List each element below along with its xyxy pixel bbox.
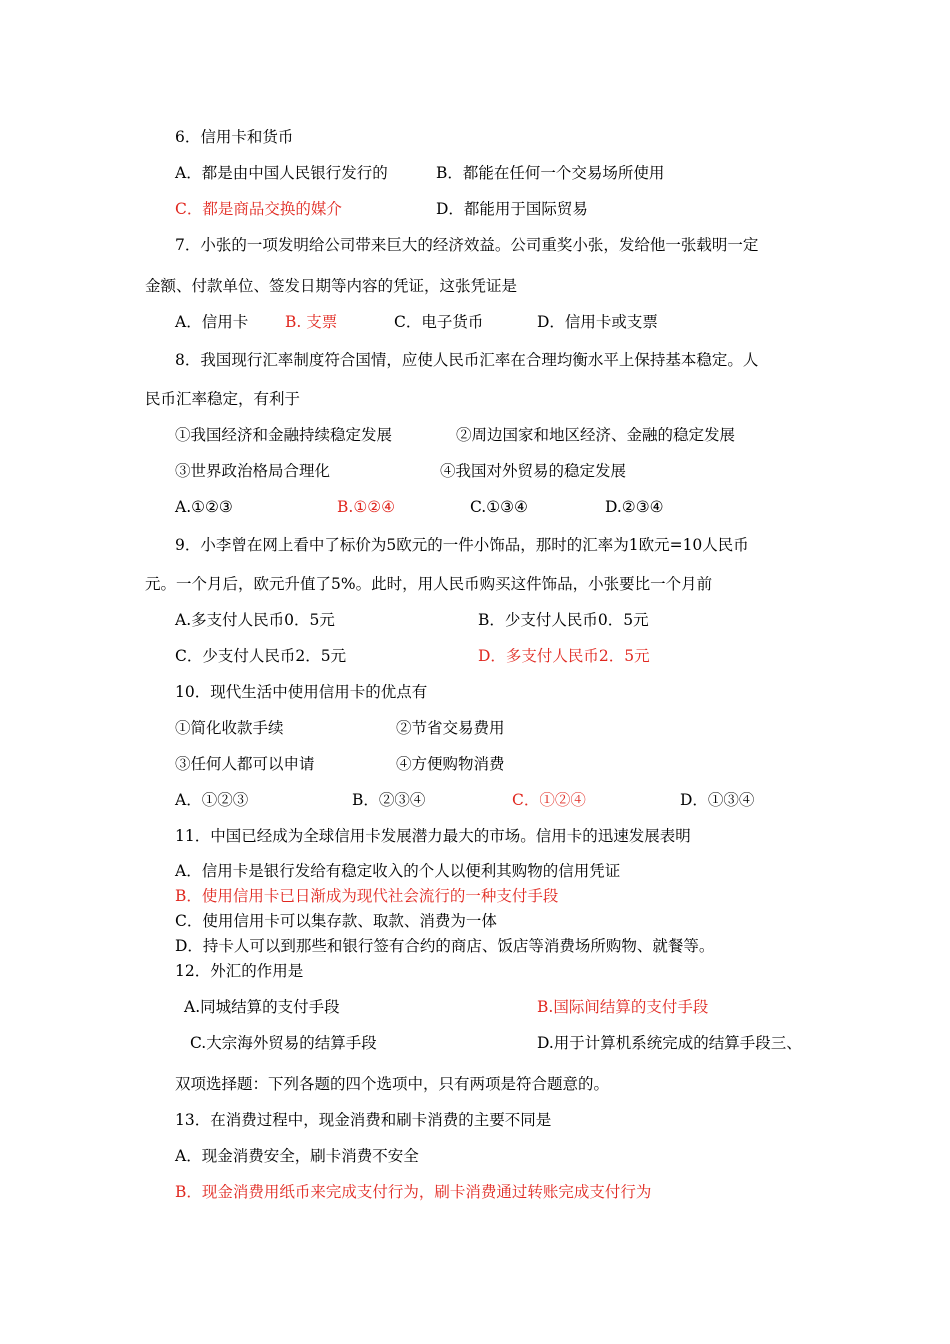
q7-option-d: D．信用卡或支票 bbox=[537, 313, 658, 331]
q8-statement-2: ②周边国家和地区经济、金融的稳定发展 bbox=[456, 426, 736, 444]
q8-statement-1: ①我国经济和金融持续稳定发展 bbox=[175, 426, 393, 444]
q7-option-a: A．信用卡 bbox=[175, 313, 249, 331]
q9-option-d-answer: D．多支付人民币2．5元 bbox=[478, 647, 650, 665]
q9-stem-line2: 元。一个月后，欧元升值了5%。此时，用人民币购买这件饰品，小张要比一个月前 bbox=[145, 575, 713, 593]
q11-option-b-answer: B．使用信用卡已日渐成为现代社会流行的一种支付手段 bbox=[175, 887, 559, 905]
section-three-heading: 双项选择题：下列各题的四个选项中，只有两项是符合题意的。 bbox=[175, 1075, 610, 1093]
q9-option-c: C．少支付人民币2．5元 bbox=[175, 647, 347, 665]
q7-option-b-answer: B. 支票 bbox=[285, 313, 338, 331]
q7-stem-line2: 金额、付款单位、签发日期等内容的凭证，这张凭证是 bbox=[145, 277, 518, 295]
q8-statement-3: ③世界政治格局合理化 bbox=[175, 462, 331, 480]
q10-statement-2: ②节省交易费用 bbox=[396, 719, 505, 737]
q6-option-b: B．都能在任何一个交易场所使用 bbox=[436, 164, 665, 182]
q10-statement-4: ④方便购物消费 bbox=[396, 755, 505, 773]
q11-option-c: C．使用信用卡可以集存款、取款、消费为一体 bbox=[175, 912, 497, 930]
q8-option-b-answer: B.①②④ bbox=[337, 498, 396, 516]
q9-option-a: A.多支付人民币0．5元 bbox=[175, 611, 335, 629]
q12-option-a: A.同城结算的支付手段 bbox=[184, 998, 340, 1016]
q13-option-a: A．现金消费安全，刷卡消费不安全 bbox=[175, 1147, 419, 1165]
q12-option-c: C.大宗海外贸易的结算手段 bbox=[190, 1034, 377, 1052]
q8-option-a: A.①②③ bbox=[175, 498, 233, 516]
q13-stem: 13．在消费过程中，现金消费和刷卡消费的主要不同是 bbox=[175, 1111, 552, 1129]
q11-option-a: A．信用卡是银行发给有稳定收入的个人以便利其购物的信用凭证 bbox=[175, 862, 621, 880]
q8-statement-4: ④我国对外贸易的稳定发展 bbox=[440, 462, 627, 480]
q10-statement-3: ③任何人都可以申请 bbox=[175, 755, 315, 773]
q11-option-d: D．持卡人可以到那些和银行签有合约的商店、饭店等消费场所购物、就餐等。 bbox=[175, 937, 715, 955]
q10-statement-1: ①简化收款手续 bbox=[175, 719, 284, 737]
q12-stem: 12．外汇的作用是 bbox=[175, 962, 304, 980]
q6-option-d: D．都能用于国际贸易 bbox=[436, 200, 588, 218]
q10-option-d: D．①③④ bbox=[680, 791, 755, 809]
q8-stem-line1: 8．我国现行汇率制度符合国情，应使人民币汇率在合理均衡水平上保持基本稳定。人 bbox=[175, 351, 759, 369]
q8-option-d: D.②③④ bbox=[605, 498, 664, 516]
q8-stem-line2: 民币汇率稳定，有利于 bbox=[145, 390, 301, 408]
q8-option-c: C.①③④ bbox=[470, 498, 528, 516]
q9-stem-line1: 9．小李曾在网上看中了标价为5欧元的一件小饰品，那时的汇率为1欧元=10人民币 bbox=[175, 536, 749, 554]
q10-option-a: A．①②③ bbox=[175, 791, 249, 809]
q10-option-b: B．②③④ bbox=[352, 791, 426, 809]
q6-stem: 6．信用卡和货币 bbox=[175, 128, 294, 146]
q10-stem: 10．现代生活中使用信用卡的优点有 bbox=[175, 683, 428, 701]
q11-stem: 11．中国已经成为全球信用卡发展潜力最大的市场。信用卡的迅速发展表明 bbox=[175, 827, 691, 845]
q6-option-c-answer: C．都是商品交换的媒介 bbox=[175, 200, 342, 218]
q7-stem-line1: 7．小张的一项发明给公司带来巨大的经济效益。公司重奖小张，发给他一张载明一定 bbox=[175, 236, 759, 254]
q12-option-b-answer: B.国际间结算的支付手段 bbox=[537, 998, 709, 1016]
q13-option-b-answer: B．现金消费用纸币来完成支付行为，刷卡消费通过转账完成支付行为 bbox=[175, 1183, 652, 1201]
q9-option-b: B．少支付人民币0．5元 bbox=[478, 611, 649, 629]
q7-option-c: C．电子货币 bbox=[394, 313, 484, 331]
q10-option-c-answer: C．①②④ bbox=[512, 791, 586, 809]
q6-option-a: A．都是由中国人民银行发行的 bbox=[175, 164, 388, 182]
q12-option-d: D.用于计算机系统完成的结算手段三、 bbox=[537, 1034, 802, 1052]
